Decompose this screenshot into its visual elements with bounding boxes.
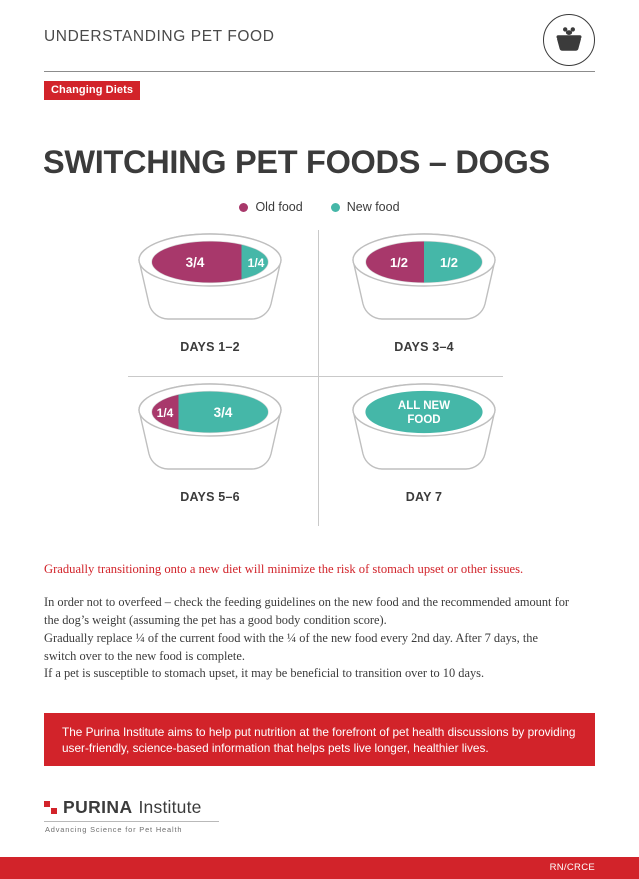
category-tag: Changing Diets <box>44 81 140 100</box>
bowl-day-7 <box>347 380 501 493</box>
legend-dot-old-food <box>239 203 248 212</box>
diagram-divider-horizontal <box>128 376 503 377</box>
lead-paragraph: Gradually transitioning onto a new diet will minimize the risk of stomach upset or other issues. <box>44 562 524 576</box>
footer-bar <box>0 857 639 879</box>
diagram-cell-days-1-2 <box>105 228 315 376</box>
body-paragraph-1: In order not to overfeed – check the feeding guidelines on the new food and the recommended amount for the dog’s weight (assuming the pet has a good body condition score). <box>44 595 570 627</box>
legend-label-new-food: New food <box>346 200 400 214</box>
legend-item-old-food <box>239 200 302 214</box>
cell-label-days-3-4: DAYS 3–4 <box>394 340 454 354</box>
body-paragraph-3: If a pet is susceptible to stomach upset, it may be beneficial to transition over to 10 days. <box>44 666 485 680</box>
svg-text:ALL NEW: ALL NEW <box>397 400 451 412</box>
diagram-cell-day-7 <box>319 378 529 526</box>
bowl-days-5-6 <box>133 380 287 493</box>
purina-institute-logo <box>44 797 274 837</box>
logo-brand-suffix: Institute <box>138 797 202 817</box>
header-title: UNDERSTANDING PET FOOD <box>44 28 275 45</box>
bowl-days-3-4 <box>347 230 501 343</box>
footer-code: RN/CRCE <box>549 862 595 873</box>
logo-tagline: Advancing Science for Pet Health <box>45 825 183 834</box>
callout-box: The Purina Institute aims to help put nutrition at the forefront of pet health discussions by providing user-friendly, science-based information that helps pets live longer, healthier lives. <box>44 713 595 766</box>
cell-label-days-5-6: DAYS 5–6 <box>180 490 240 504</box>
legend-item-new-food <box>331 200 400 214</box>
svg-text:3/4: 3/4 <box>213 405 233 420</box>
legend-dot-new-food <box>331 203 340 212</box>
diagram-cell-days-5-6 <box>105 378 315 526</box>
svg-text:1/2: 1/2 <box>389 255 409 270</box>
bowl-graphic <box>133 230 287 338</box>
bowl-graphic <box>347 380 501 488</box>
chart-legend <box>0 200 639 214</box>
cell-label-day-7: DAY 7 <box>405 490 443 504</box>
svg-text:3/4: 3/4 <box>185 255 205 270</box>
purina-checkerboard-icon <box>44 801 57 814</box>
legend-label-old-food: Old food <box>255 200 303 214</box>
diagram-cell-days-3-4 <box>319 228 529 376</box>
logo-divider <box>44 821 219 822</box>
transition-diagram <box>105 228 525 533</box>
cell-label-days-1-2: DAYS 1–2 <box>180 340 240 354</box>
pet-bowl-glyph <box>552 23 586 57</box>
bowl-days-1-2 <box>133 230 287 343</box>
svg-text:1/4: 1/4 <box>156 406 174 420</box>
logo-wordmark <box>44 797 274 818</box>
pet-bowl-icon <box>543 14 595 66</box>
body-paragraph-2: Gradually replace ¼ of the current food with the ¼ of the new food every 2nd day. After 7 days, the switch over to the new food is complete. <box>44 631 538 663</box>
page-header <box>44 14 595 70</box>
bowl-graphic <box>133 380 287 488</box>
bowl-graphic <box>347 230 501 338</box>
svg-text:1/4: 1/4 <box>247 256 265 270</box>
header-divider <box>44 71 595 72</box>
svg-text:1/2: 1/2 <box>439 255 459 270</box>
svg-text:FOOD: FOOD <box>407 414 441 426</box>
logo-brand: PURINA <box>63 797 133 817</box>
page-title: SWITCHING PET FOODS – DOGS <box>43 143 550 180</box>
